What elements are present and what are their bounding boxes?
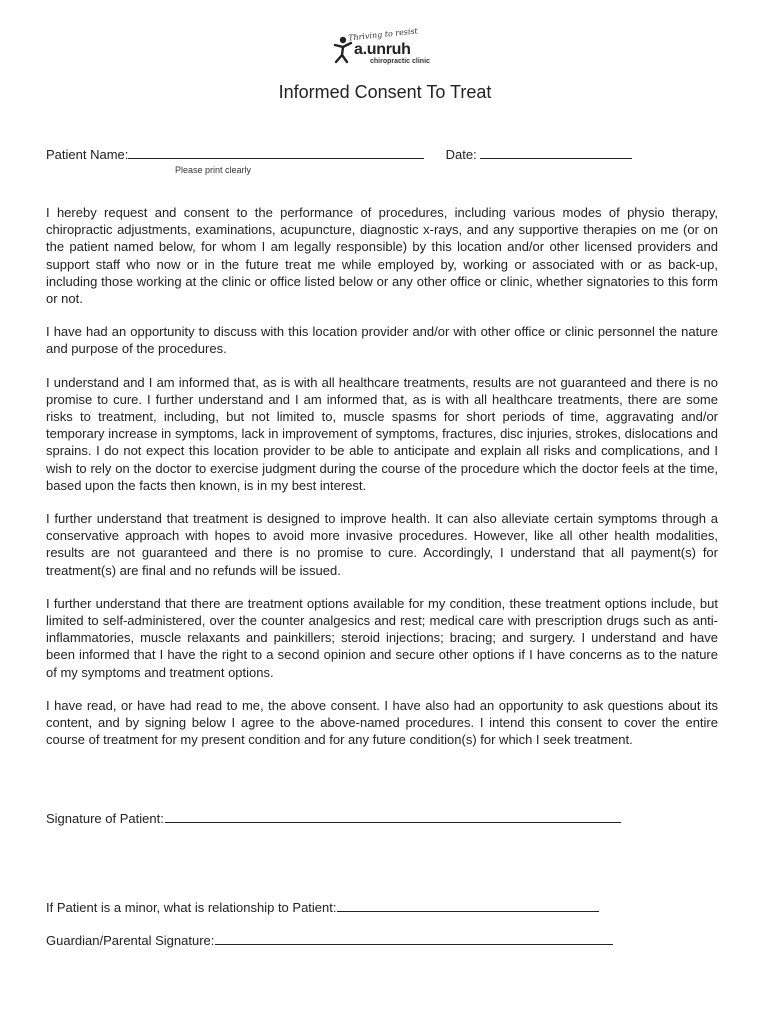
clinic-logo	[328, 28, 448, 72]
guardian-signature-row	[46, 933, 613, 948]
consent-body	[46, 204, 718, 764]
minor-relationship-field[interactable]	[337, 900, 599, 912]
logo-tagline: Thriving to resist	[347, 26, 419, 43]
patient-name-field[interactable]	[128, 147, 424, 159]
patient-signature-row	[46, 811, 621, 826]
patient-info-row	[46, 147, 632, 162]
logo-name: a.unruh	[354, 41, 411, 58]
consent-paragraph: I hereby request and consent to the performance of procedures, including various modes of physio therapy, chiropractic adjustments, examinations, acupuncture, diagnostic x-rays, and any supportive therapies on me (or on the patient named below, for whom I am legally responsible) by this location and/or other licensed providers and support staff who now or in the future treat me while employed by, working or associated with or as back-up, including those working at the clinic or office listed below or any other office or clinic, whether signatories to this form or not.	[46, 205, 718, 307]
consent-paragraph: I have read, or have had read to me, the above consent. I have also had an opportunity to ask questions about its content, and by signing below I agree to the above-named procedures. I intend this consent to cover the entire course of treatment for my present condition and for any future condition(s) for which I seek treatment.	[46, 697, 718, 748]
guardian-signature-field[interactable]	[215, 933, 613, 945]
logo-subtitle: chiropractic clinic	[370, 58, 430, 65]
signature-label: Signature of Patient:	[46, 811, 164, 826]
consent-paragraph: I further understand that there are treatment options available for my condition, these treatment options include, but limited to self-administered, over the counter analgesics and rest; medical care with prescription drugs such as anti-inflammatories, muscle relaxants and painkillers; steroid injections; bracing; and surgery. I understand and have been informed that I have the right to a second opinion and secure other options if I have concerns as to the nature of my symptoms and treatment options.	[46, 595, 718, 680]
date-label: Date:	[445, 147, 477, 162]
consent-paragraph: I understand and I am informed that, as is with all healthcare treatments, results are not guaranteed and there is no promise to cure. I further understand and I am informed that, as is with all healthcare treatments, there are some risks to treatment, including, but not limited to, muscle spasms for short periods of time, aggravating and/or temporary increase in symptoms, lack in improvement of symptoms, fractures, disc injuries, strokes, dislocations and sprains. I do not expect this location provider to be able to anticipate and explain all risks and complications, and I wish to rely on the doctor to exercise judgment during the course of the procedure which the doctor feels at the time, based upon the facts then known, is in my best interest.	[46, 374, 718, 493]
patient-signature-field[interactable]	[165, 811, 621, 823]
patient-name-label: Patient Name:	[46, 147, 129, 162]
minor-relationship-row	[46, 900, 599, 915]
consent-paragraph: I have had an opportunity to discuss with this location provider and/or with other office or clinic personnel the nature and purpose of the procedures.	[46, 324, 718, 357]
print-hint: Please print clearly	[175, 165, 252, 175]
guardian-signature-label: Guardian/Parental Signature:	[46, 933, 215, 948]
minor-relationship-label: If Patient is a minor, what is relationship to Patient:	[46, 900, 337, 915]
page-title: Informed Consent To Treat	[278, 82, 492, 102]
date-field[interactable]	[480, 147, 632, 159]
consent-paragraph: I further understand that treatment is designed to improve health. It can also alleviate certain symptoms through a conservative approach with hopes to avoid more invasive procedures. However, like all other health modalities, results are not guaranteed and there is no promise to cure. Accordingly, I understand that all payment(s) for treatment(s) are final and no refunds will be issued.	[46, 511, 718, 578]
